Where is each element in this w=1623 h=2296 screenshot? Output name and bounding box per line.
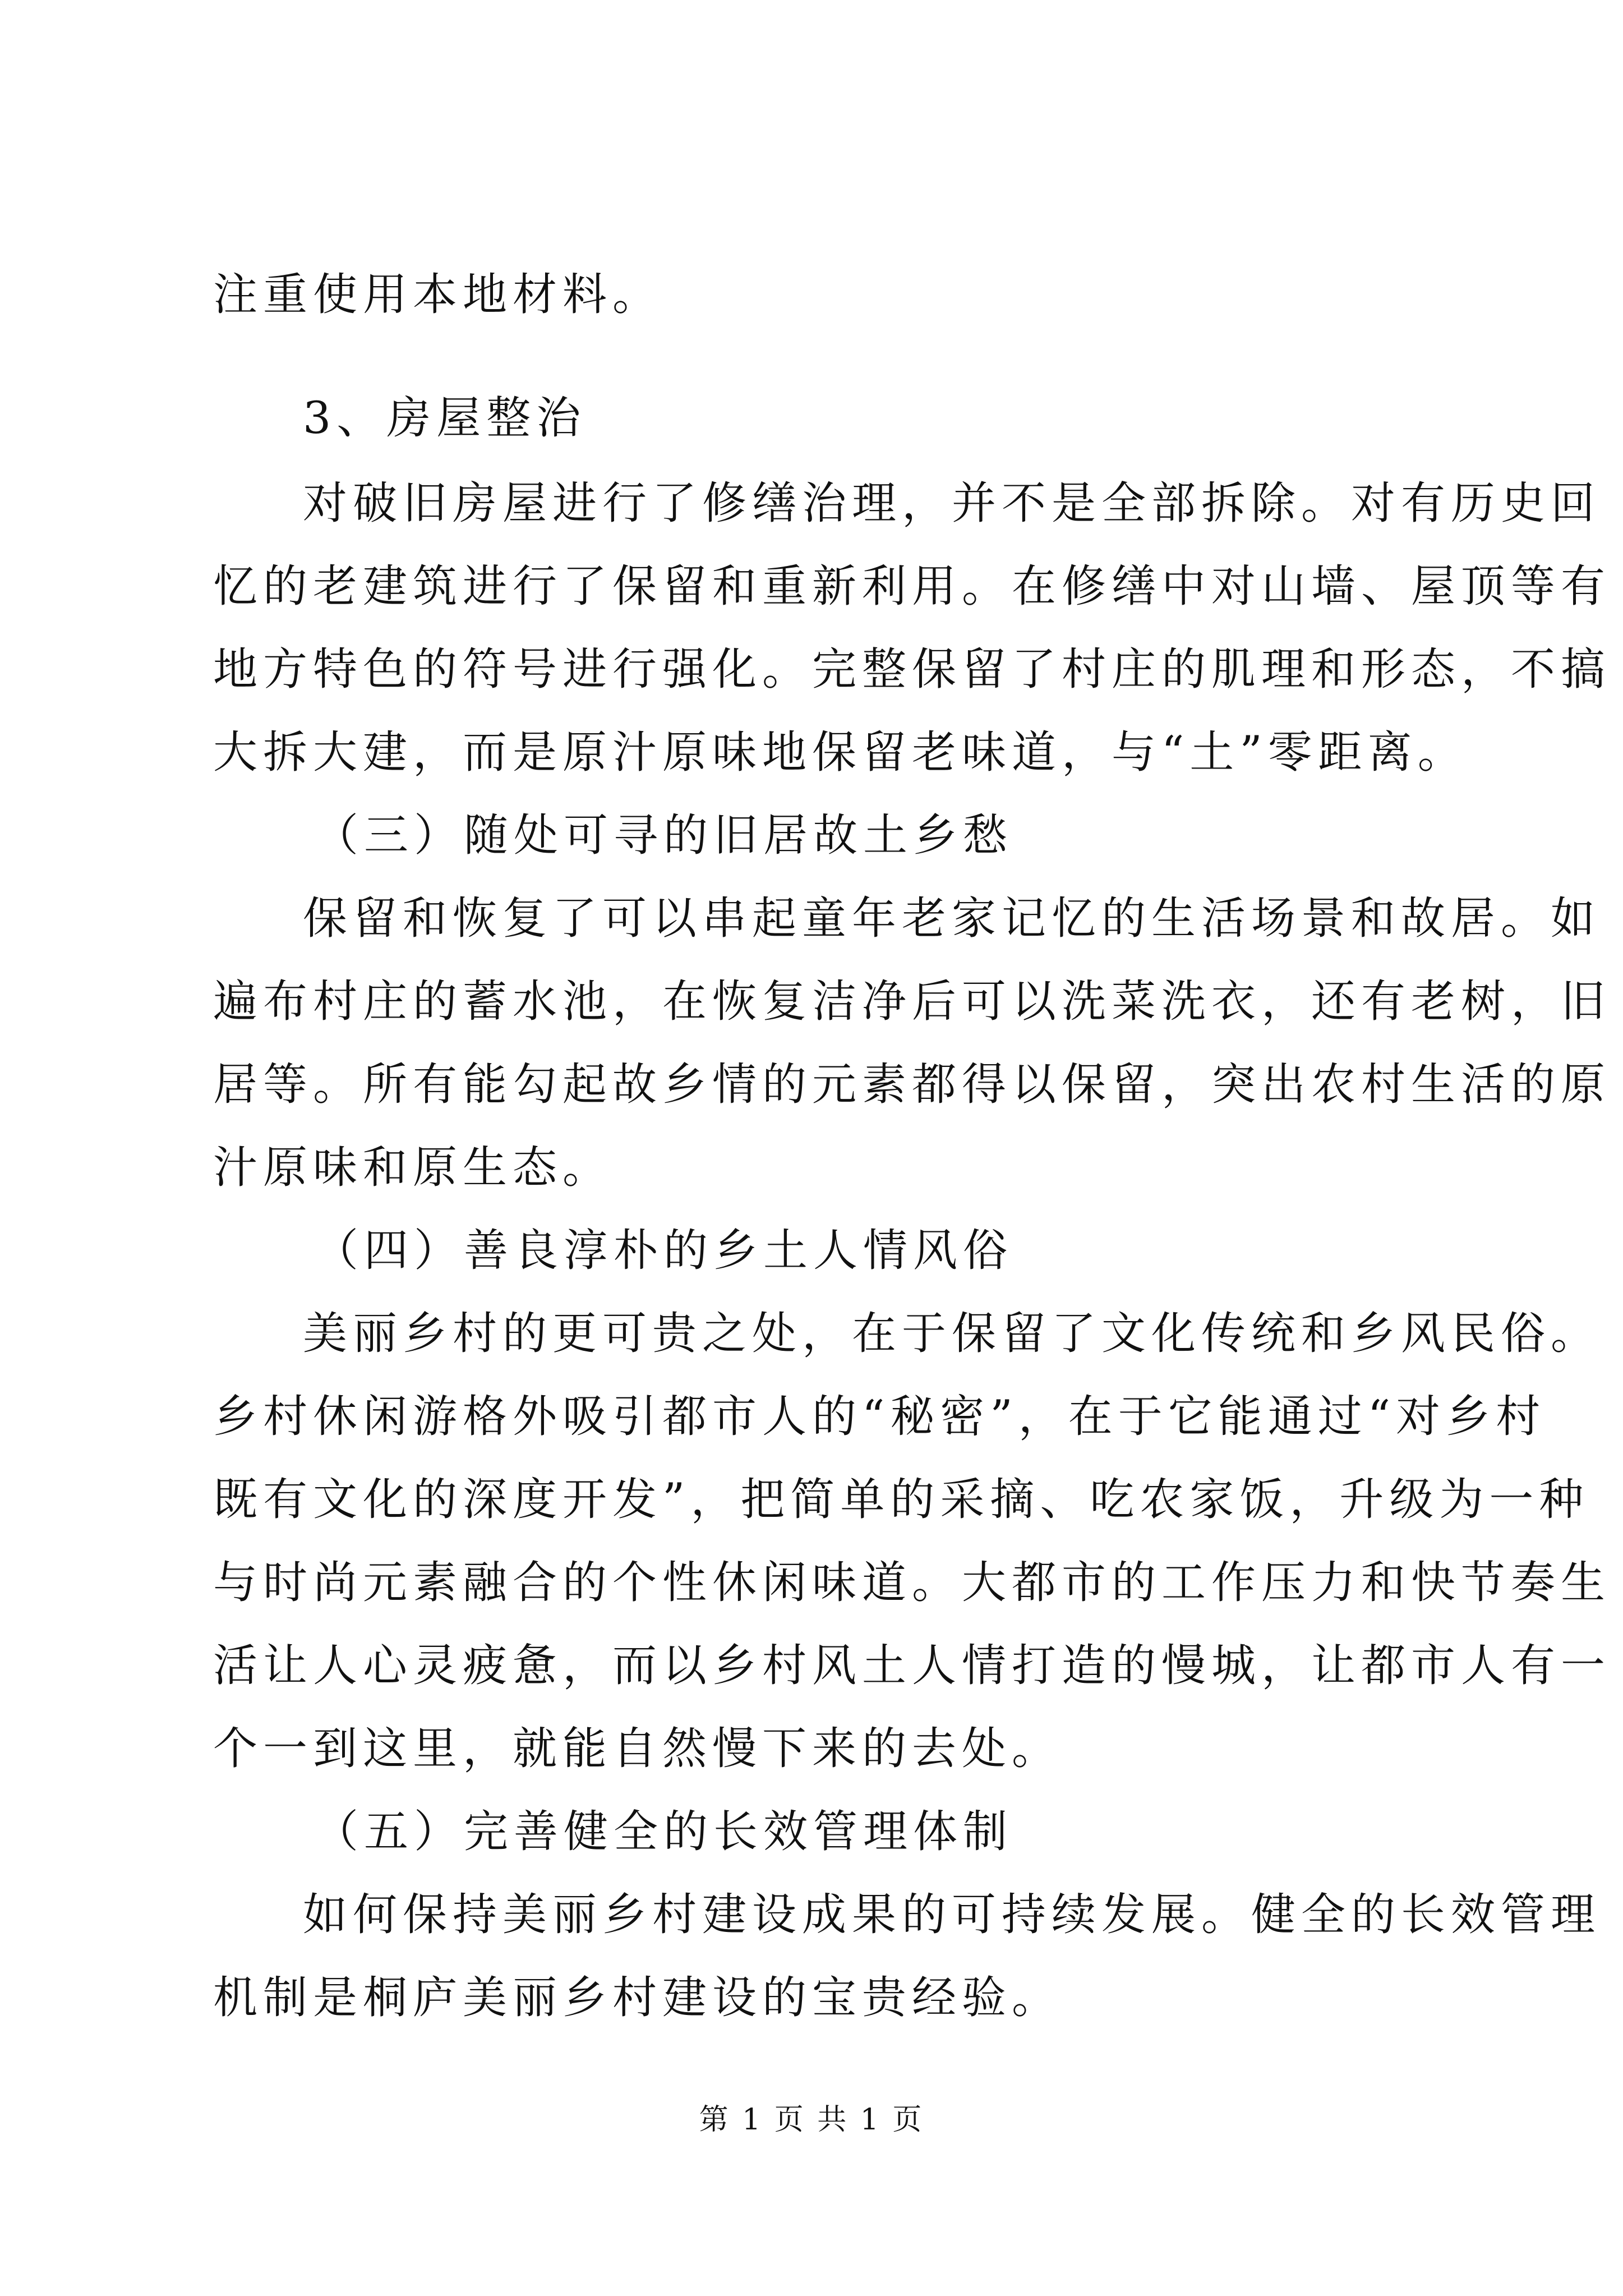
body-text-line: 活让人心灵疲惫，而以乡村风土人情打造的慢城，让都市人有一 [213, 1640, 1611, 1691]
body-text-line: 大拆大建，而是原汁原味地保留老味道，与“土”零距离。 [213, 726, 1468, 778]
body-text-line: 乡村休闲游格外吸引都市人的“秘密”，在于它能通过“对乡村 [213, 1391, 1546, 1442]
body-text-line: 注重使用本地材料。 [213, 269, 662, 320]
paragraph-first-line: 保留和恢复了可以串起童年老家记忆的生活场景和故居。如 [303, 892, 1601, 944]
body-text-line: 既有文化的深度开发”，把简单的采摘、吃农家饭，升级为一种 [213, 1474, 1589, 1525]
section-heading: （三）随处可寻的旧居故土乡愁 [314, 809, 1013, 861]
body-text-line: 汁原味和原生态。 [213, 1142, 612, 1193]
section-heading: （五）完善健全的长效管理体制 [314, 1806, 1013, 1857]
body-text-line: 居等。所有能勾起故乡情的元素都得以保留，突出农村生活的原 [213, 1059, 1611, 1110]
paragraph-first-line: 对破旧房屋进行了修缮治理，并不是全部拆除。对有历史回 [303, 477, 1601, 529]
body-text-line: 忆的老建筑进行了保留和重新利用。在修缮中对山墙、屋顶等有 [213, 560, 1611, 612]
body-text-line: 地方特色的符号进行强化。完整保留了村庄的肌理和形态，不搞 [213, 643, 1611, 695]
paragraph-first-line: 如何保持美丽乡村建设成果的可持续发展。健全的长效管理 [303, 1889, 1601, 1940]
paragraph-first-line: 美丽乡村的更可贵之处，在于保留了文化传统和乡风民俗。 [303, 1308, 1601, 1359]
body-text-line: 机制是桐庐美丽乡村建设的宝贵经验。 [213, 1972, 1062, 2023]
section-heading: （四）善良淳朴的乡土人情风俗 [314, 1225, 1013, 1276]
body-text-line: 个一到这里，就能自然慢下来的去处。 [213, 1723, 1062, 1774]
body-text-line: 遍布村庄的蓄水池，在恢复洁净后可以洗菜洗衣，还有老树，旧 [213, 976, 1611, 1027]
body-text-line: 与时尚元素融合的个性休闲味道。大都市的工作压力和快节奏生 [213, 1557, 1611, 1608]
section-heading: 3、房屋整治 [303, 392, 587, 444]
page-footer: 第 1 页 共 1 页 [699, 2103, 924, 2137]
